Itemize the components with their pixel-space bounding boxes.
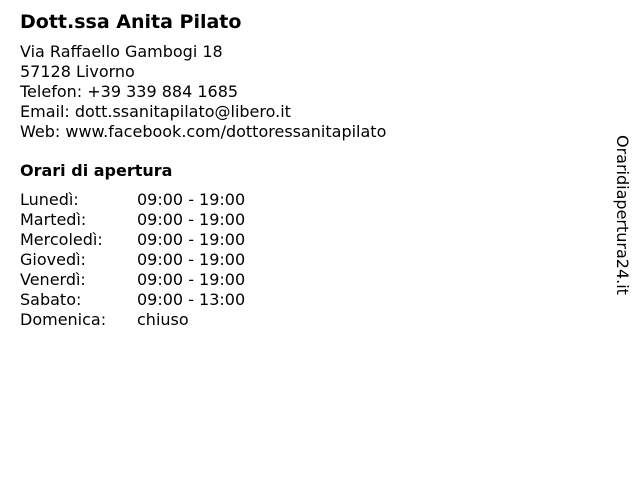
address-city: 57128 Livorno [20, 62, 135, 81]
phone-line: Telefon: +39 339 884 1685 [20, 82, 239, 101]
hours-row-wednesday [20, 230, 580, 250]
hours-time: 09:00 - 19:00 [137, 270, 246, 289]
hours-time: 09:00 - 19:00 [137, 210, 246, 229]
hours-day: Mercoledì: [20, 230, 103, 249]
email-line: Email: dott.ssanitapilato@libero.it [20, 102, 291, 121]
hours-day: Giovedì: [20, 250, 86, 269]
hours-day: Venerdì: [20, 270, 86, 289]
hours-day: Domenica: [20, 310, 107, 329]
hours-row-friday [20, 270, 580, 290]
hours-day: Martedì: [20, 210, 87, 229]
hours-time: 09:00 - 19:00 [137, 230, 246, 249]
hours-row-thursday [20, 250, 580, 270]
hours-title: Orari di apertura [20, 161, 173, 180]
business-card [20, 10, 580, 330]
hours-time: 09:00 - 19:00 [137, 250, 246, 269]
hours-time: 09:00 - 19:00 [137, 190, 246, 209]
hours-day: Lunedì: [20, 190, 79, 209]
hours-time: 09:00 - 13:00 [137, 290, 246, 309]
hours-day: Sabato: [20, 290, 82, 309]
hours-row-sunday [20, 310, 580, 330]
web-line: Web: www.facebook.com/dottoressanitapilato [20, 122, 387, 141]
hours-row-saturday [20, 290, 580, 310]
hours-row-tuesday [20, 210, 580, 230]
business-name: Dott.ssa Anita Pilato [20, 11, 242, 33]
brand-vertical-text: Oraridiapertura24.it [613, 135, 632, 295]
address-street: Via Raffaello Gambogi 18 [20, 42, 223, 61]
hours-time: chiuso [137, 310, 189, 329]
hours-row-monday [20, 190, 580, 210]
